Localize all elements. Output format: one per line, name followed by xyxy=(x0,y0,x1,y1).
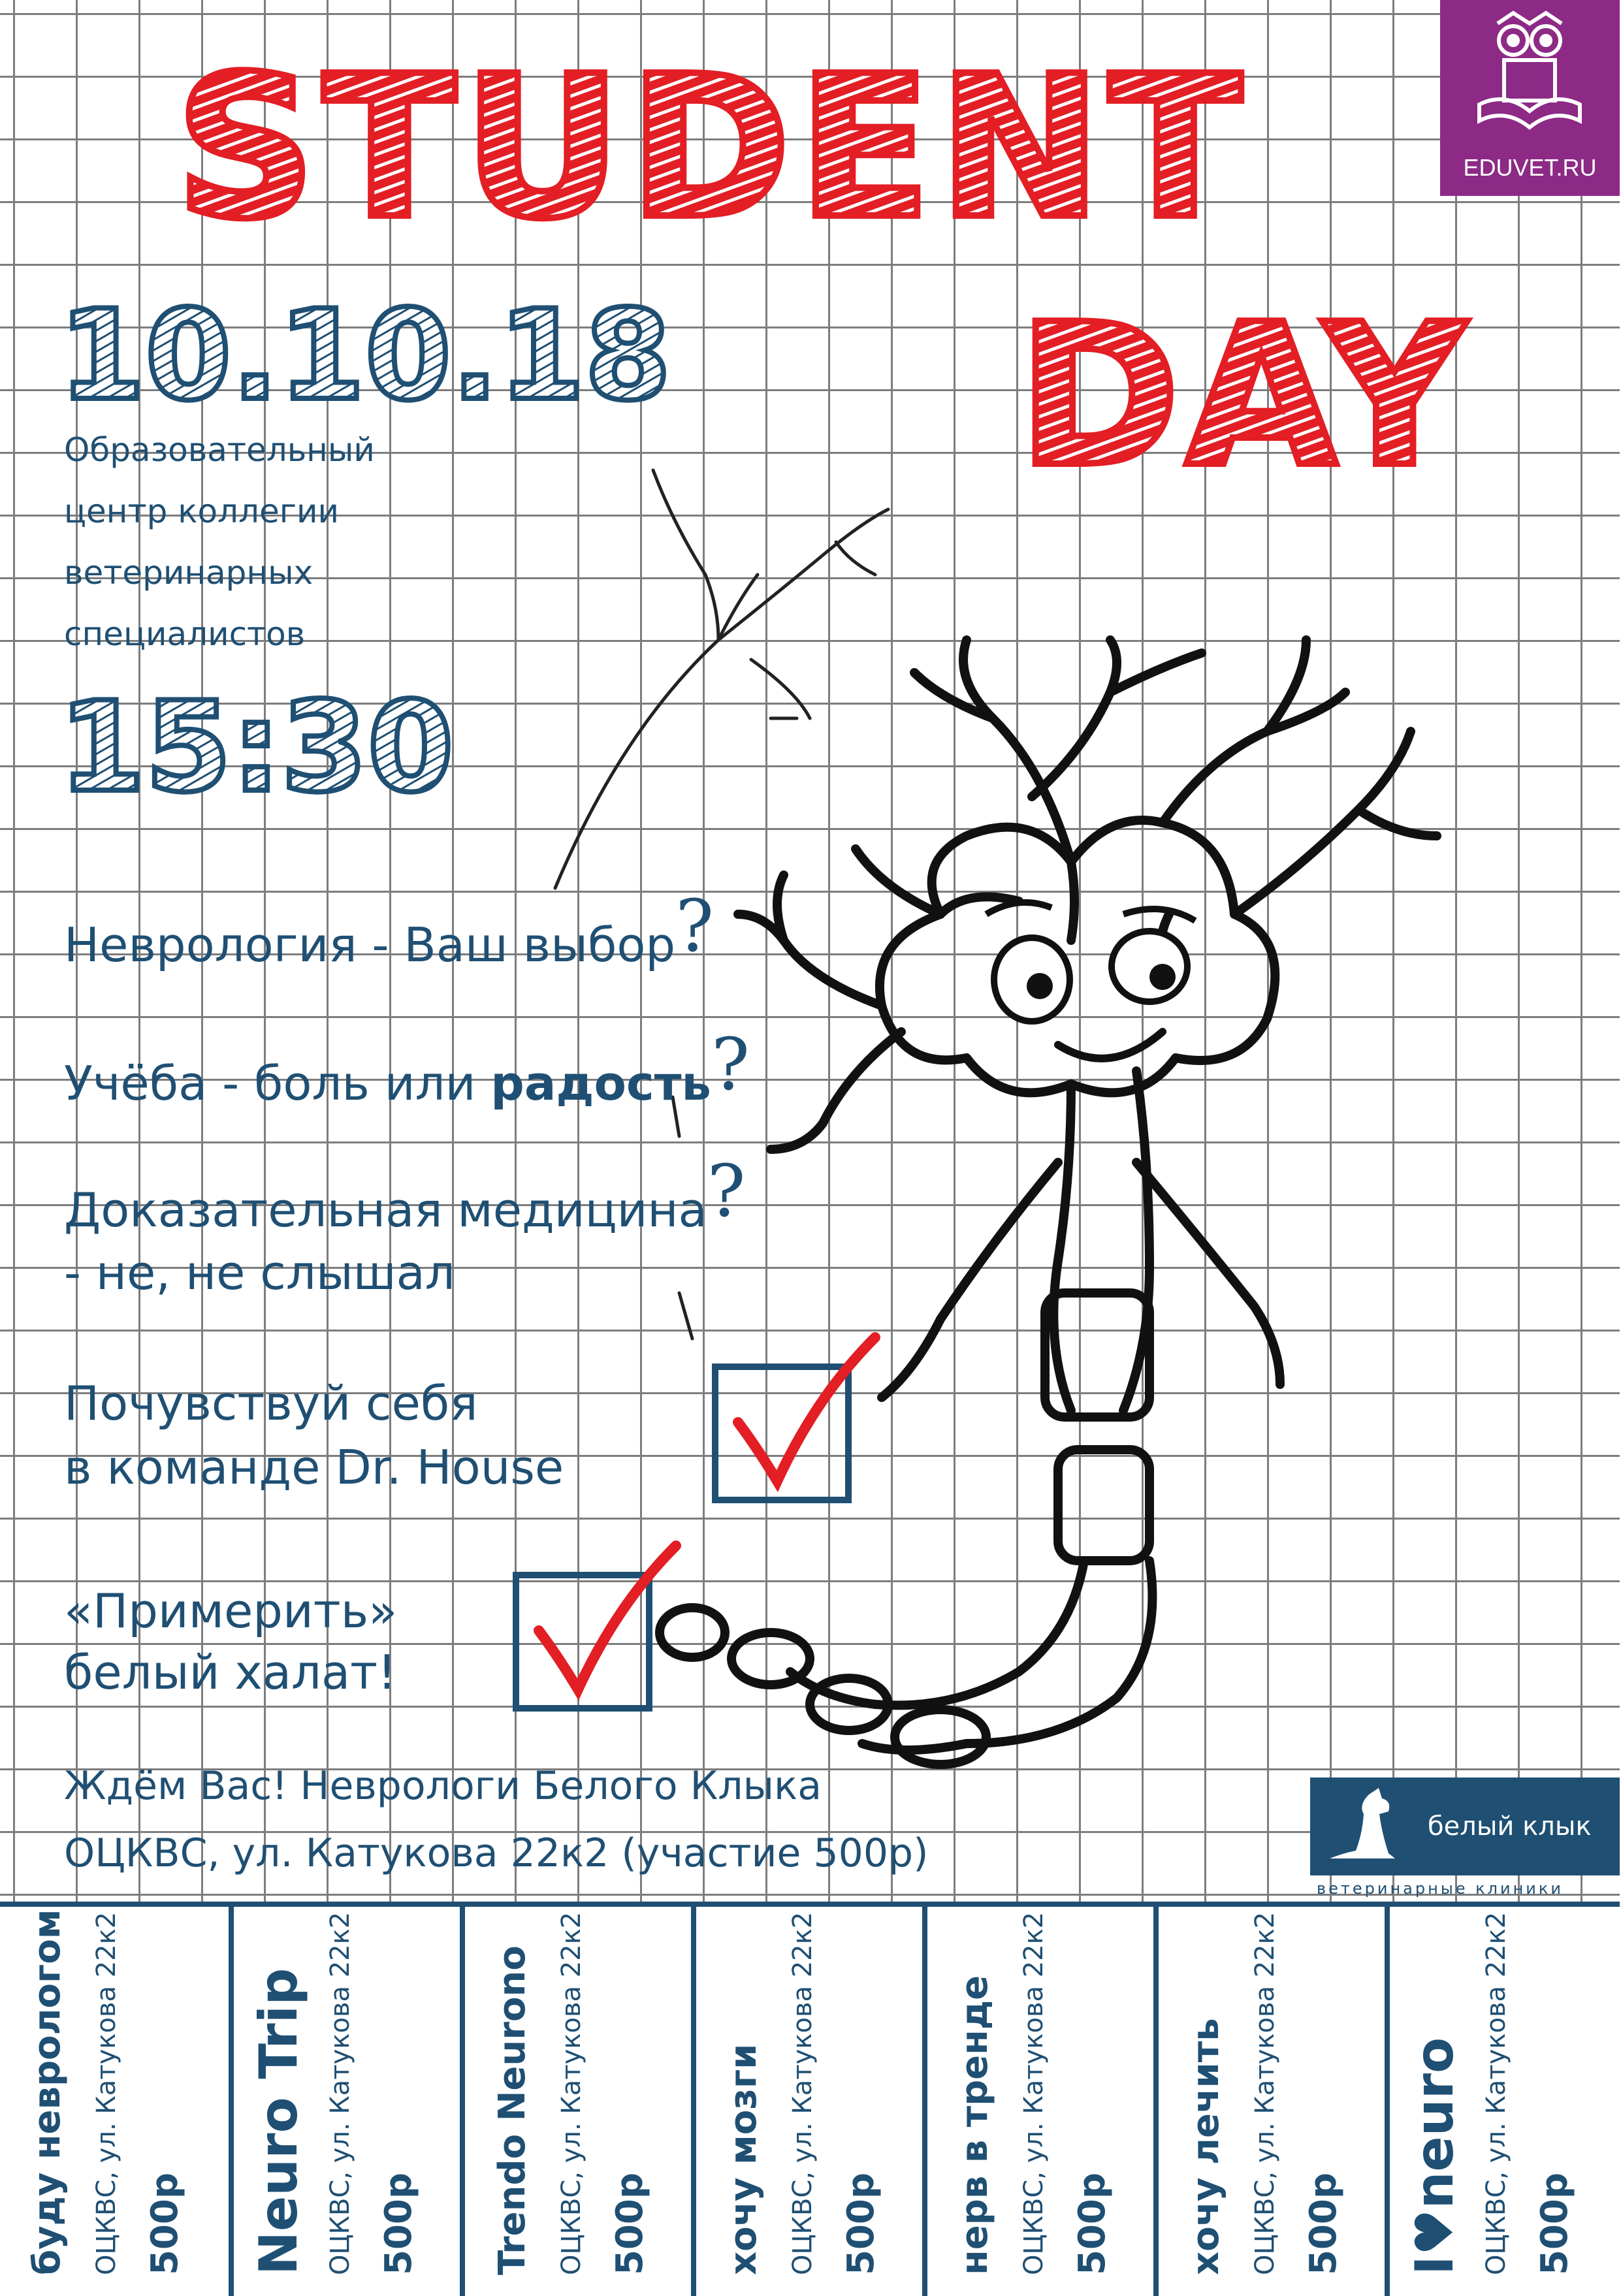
neuron-character xyxy=(575,444,1554,1789)
venue-line: специалистов xyxy=(64,615,306,653)
tear-tab[interactable] xyxy=(1159,1907,1390,2296)
tear-tab[interactable] xyxy=(234,1907,465,2296)
tab-text: Neuro Trip ОЦКВС, ул. Катукова 22к2 500р xyxy=(248,1911,420,2275)
tab-divider xyxy=(1153,1907,1159,2296)
title-student xyxy=(91,34,1332,262)
tear-off-strip xyxy=(0,1902,1620,2296)
event-time xyxy=(52,675,454,820)
clinic-name: белый клык xyxy=(1428,1811,1592,1842)
svg-text:DAY: DAY xyxy=(1018,282,1471,510)
tab-divider xyxy=(922,1907,927,2296)
event-date xyxy=(52,283,671,428)
tab-divider xyxy=(229,1907,234,2296)
tab-text: Trendo Neurono ОЦКВС, ул. Катукова 22к2 500р xyxy=(491,1911,651,2275)
tab-text: буду неврологом ОЦКВС, ул. Катукова 22к2 500р xyxy=(26,1909,186,2275)
check-icon xyxy=(519,1533,689,1702)
address-text: ОЦКВС, ул. Катукова 22к2 (участие 500р) xyxy=(64,1830,929,1876)
tab-text: хочу лечить ОЦКВС, ул. Катукова 22к2 500р xyxy=(1185,1911,1345,2275)
tab-divider xyxy=(691,1907,696,2296)
venue-line: ветеринарных xyxy=(64,554,313,592)
tear-tab[interactable] xyxy=(927,1907,1159,2296)
statement-white-coat: «Примерить» белый халат! xyxy=(64,1584,398,1700)
tear-tab[interactable] xyxy=(1390,1907,1621,2296)
checkbox-dr-house[interactable] xyxy=(712,1363,852,1503)
clinic-logo[interactable] xyxy=(1310,1778,1620,1902)
venue-text xyxy=(64,419,375,665)
eduvet-logo[interactable] xyxy=(1440,0,1620,196)
tear-tab[interactable] xyxy=(0,1907,231,2296)
tab-divider xyxy=(460,1907,465,2296)
question-evidence: Доказательная медицина? - не, не слышал xyxy=(64,1149,746,1300)
svg-text:STUDENT: STUDENT xyxy=(175,34,1249,262)
check-icon xyxy=(718,1324,888,1494)
statement-dr-house: Почувствуй себя в команде Dr. House xyxy=(64,1376,564,1495)
svg-text:10.10.18: 10.10.18 xyxy=(59,283,671,428)
tear-tab[interactable] xyxy=(696,1907,927,2296)
tab-text: хочу мозги ОЦКВС, ул. Катукова 22к2 500р xyxy=(722,1911,882,2275)
tab-text: I♥neuro ОЦКВС, ул. Катукова 22к2 500р xyxy=(1404,1911,1576,2275)
clinic-subtitle: ветеринарные клиники xyxy=(1317,1879,1564,1898)
svg-text:15:30: 15:30 xyxy=(59,675,454,820)
dog-icon xyxy=(1317,1781,1428,1873)
question-neurology: Неврология - Ваш выбор? xyxy=(64,884,714,972)
checkbox-white-coat[interactable] xyxy=(513,1572,652,1712)
owl-book-icon xyxy=(1440,0,1620,144)
venue-line: Образовательный xyxy=(64,431,375,469)
logo-text: EDUVET.RU xyxy=(1463,154,1597,181)
venue-line: центр коллегии xyxy=(64,492,339,530)
tab-text: нерв в тренде ОЦКВС, ул. Катукова 22к2 500р xyxy=(954,1911,1114,2275)
tab-divider xyxy=(1385,1907,1390,2296)
tear-tab[interactable] xyxy=(465,1907,696,2296)
invitation-text: Ждём Вас! Неврологи Белого Клыка xyxy=(64,1763,822,1809)
question-study: Учёба - боль или радость? xyxy=(64,1023,750,1111)
clinic-logo-box xyxy=(1310,1778,1620,1875)
